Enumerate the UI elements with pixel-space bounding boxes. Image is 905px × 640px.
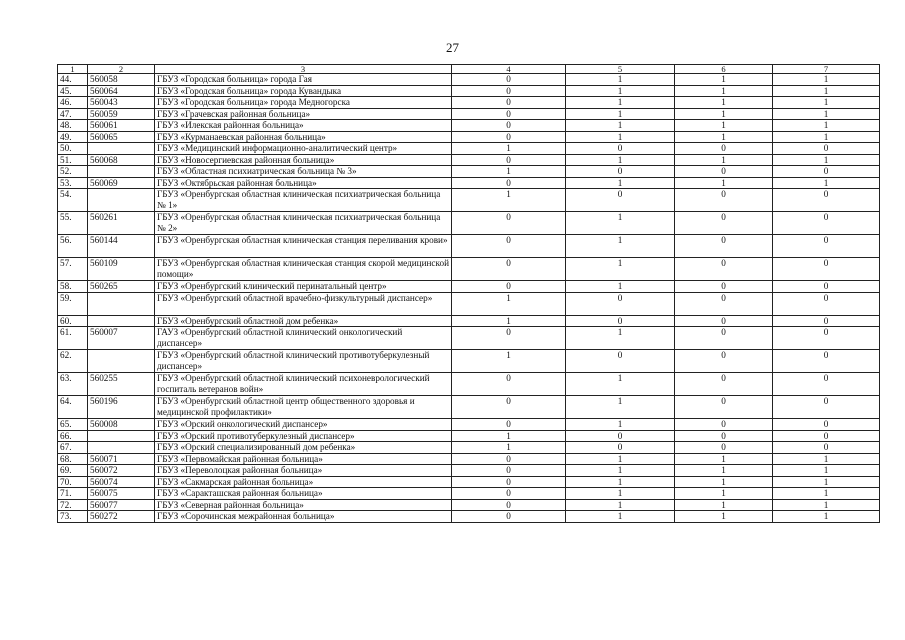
column-7-value: 0: [773, 396, 880, 419]
column-6-value: 1: [675, 120, 773, 132]
institution-code: [88, 315, 155, 327]
institution-name: ГБУЗ «Оренбургская областная клиническая психиатрическая больница № 2»: [155, 212, 452, 235]
table-row: [58, 143, 880, 155]
institution-name: ГБУЗ «Оренбургский областной центр общественного здоровья и медицинской профилактики»: [155, 396, 452, 419]
table-row: [58, 430, 880, 442]
column-6-value: 0: [675, 315, 773, 327]
column-7-value: 0: [773, 430, 880, 442]
row-number: 63.: [58, 373, 88, 396]
column-4-value: 0: [452, 131, 566, 143]
institution-name: ГБУЗ «Курманаевская районная больница»: [155, 131, 452, 143]
column-4-value: 0: [452, 235, 566, 258]
column-7-value: 0: [773, 212, 880, 235]
table-row: [58, 350, 880, 373]
row-number: 48.: [58, 120, 88, 132]
column-5-value: 1: [566, 281, 675, 293]
column-header: 2: [88, 65, 155, 74]
column-6-value: 0: [675, 212, 773, 235]
column-7-value: 0: [773, 373, 880, 396]
column-5-value: 1: [566, 85, 675, 97]
table-body: [58, 74, 880, 523]
column-4-value: 0: [452, 85, 566, 97]
column-5-value: 1: [566, 212, 675, 235]
row-number: 45.: [58, 85, 88, 97]
column-6-value: 1: [675, 154, 773, 166]
column-7-value: 1: [773, 85, 880, 97]
institution-code: 560075: [88, 488, 155, 500]
column-6-value: 0: [675, 430, 773, 442]
row-number: 59.: [58, 292, 88, 315]
table-row: [58, 131, 880, 143]
institution-name: ГБУЗ «Октябрьская районная больница»: [155, 177, 452, 189]
institution-code: 560068: [88, 154, 155, 166]
institution-code: 560109: [88, 258, 155, 281]
column-7-value: 0: [773, 350, 880, 373]
institution-code: 560272: [88, 511, 155, 523]
institution-name: ГБУЗ «Оренбургская областная клиническая станция переливания крови»: [155, 235, 452, 258]
institution-name: ГБУЗ «Оренбургский клинический перинатальный центр»: [155, 281, 452, 293]
institution-name: ГБУЗ «Сорочинская межрайонная больница»: [155, 511, 452, 523]
column-6-value: 0: [675, 258, 773, 281]
column-4-value: 0: [452, 373, 566, 396]
column-7-value: 1: [773, 131, 880, 143]
data-table: [57, 64, 880, 523]
column-7-value: 1: [773, 499, 880, 511]
column-5-value: 1: [566, 419, 675, 431]
column-7-value: 1: [773, 511, 880, 523]
table-row: [58, 235, 880, 258]
column-4-value: 0: [452, 465, 566, 477]
column-4-value: 0: [452, 476, 566, 488]
institution-code: 560077: [88, 499, 155, 511]
column-6-value: 0: [675, 166, 773, 178]
row-number: 69.: [58, 465, 88, 477]
column-7-value: 1: [773, 74, 880, 86]
row-number: 70.: [58, 476, 88, 488]
institution-code: 560196: [88, 396, 155, 419]
column-6-value: 1: [675, 131, 773, 143]
institution-code: [88, 189, 155, 212]
column-4-value: 1: [452, 189, 566, 212]
column-6-value: 0: [675, 235, 773, 258]
institution-code: 560007: [88, 327, 155, 350]
column-7-value: 1: [773, 108, 880, 120]
row-number: 53.: [58, 177, 88, 189]
institution-code: 560072: [88, 465, 155, 477]
column-4-value: 0: [452, 108, 566, 120]
institution-name: ГБУЗ «Городская больница» города Кувандыка: [155, 85, 452, 97]
institution-name: ГБУЗ «Оренбургская областная клиническая станция скорой медицинской помощи»: [155, 258, 452, 281]
institution-code: 560074: [88, 476, 155, 488]
table-row: [58, 453, 880, 465]
table-row: [58, 396, 880, 419]
column-7-value: 0: [773, 258, 880, 281]
row-number: 61.: [58, 327, 88, 350]
column-5-value: 0: [566, 350, 675, 373]
column-header: 3: [155, 65, 452, 74]
column-6-value: 0: [675, 350, 773, 373]
column-6-value: 1: [675, 476, 773, 488]
row-number: 55.: [58, 212, 88, 235]
institution-code: [88, 442, 155, 454]
column-5-value: 0: [566, 442, 675, 454]
column-5-value: 0: [566, 430, 675, 442]
column-4-value: 0: [452, 327, 566, 350]
row-number: 60.: [58, 315, 88, 327]
column-7-value: 0: [773, 419, 880, 431]
column-6-value: 0: [675, 396, 773, 419]
column-6-value: 1: [675, 499, 773, 511]
column-7-value: 1: [773, 177, 880, 189]
institution-code: 560061: [88, 120, 155, 132]
column-6-value: 1: [675, 488, 773, 500]
institution-code: 560265: [88, 281, 155, 293]
column-6-value: 1: [675, 97, 773, 109]
column-7-value: 0: [773, 189, 880, 212]
column-7-value: 0: [773, 143, 880, 155]
header-row: [58, 65, 880, 74]
column-4-value: 1: [452, 442, 566, 454]
column-6-value: 1: [675, 108, 773, 120]
institution-name: ГБУЗ «Орский противотуберкулезный диспансер»: [155, 430, 452, 442]
column-4-value: 0: [452, 97, 566, 109]
column-4-value: 1: [452, 166, 566, 178]
row-number: 58.: [58, 281, 88, 293]
column-5-value: 1: [566, 120, 675, 132]
row-number: 52.: [58, 166, 88, 178]
column-5-value: 1: [566, 488, 675, 500]
column-5-value: 0: [566, 315, 675, 327]
table-row: [58, 476, 880, 488]
table-row: [58, 327, 880, 350]
institution-name: ГБУЗ «Переволоцкая районная больница»: [155, 465, 452, 477]
institution-name: ГБУЗ «Оренбургский областной клинический психоневрологический госпиталь ветеранов войн»: [155, 373, 452, 396]
institution-name: ГБУЗ «Новосергиевская районная больница»: [155, 154, 452, 166]
institution-name: ГБУЗ «Сакмарская районная больница»: [155, 476, 452, 488]
table-row: [58, 281, 880, 293]
institution-code: 560043: [88, 97, 155, 109]
column-4-value: 1: [452, 143, 566, 155]
column-header: 1: [58, 65, 88, 74]
table-row: [58, 85, 880, 97]
institution-code: 560064: [88, 85, 155, 97]
column-5-value: 1: [566, 465, 675, 477]
column-7-value: 1: [773, 488, 880, 500]
column-4-value: 1: [452, 350, 566, 373]
column-7-value: 0: [773, 281, 880, 293]
column-5-value: 1: [566, 327, 675, 350]
row-number: 66.: [58, 430, 88, 442]
table-row: [58, 442, 880, 454]
institution-name: ГБУЗ «Орский онкологический диспансер»: [155, 419, 452, 431]
column-4-value: 0: [452, 74, 566, 86]
column-7-value: 1: [773, 120, 880, 132]
institution-name: ГБУЗ «Оренбургский областной клинический противотуберкулезный диспансер»: [155, 350, 452, 373]
column-5-value: 1: [566, 373, 675, 396]
column-4-value: 0: [452, 499, 566, 511]
institution-name: ГБУЗ «Илекская районная больница»: [155, 120, 452, 132]
column-5-value: 1: [566, 476, 675, 488]
column-7-value: 0: [773, 442, 880, 454]
column-5-value: 1: [566, 74, 675, 86]
table-row: [58, 74, 880, 86]
column-5-value: 1: [566, 177, 675, 189]
column-header: 5: [566, 65, 675, 74]
row-number: 47.: [58, 108, 88, 120]
table-row: [58, 465, 880, 477]
row-number: 57.: [58, 258, 88, 281]
column-6-value: 1: [675, 177, 773, 189]
column-6-value: 0: [675, 442, 773, 454]
table-row: [58, 315, 880, 327]
column-5-value: 0: [566, 189, 675, 212]
institution-code: [88, 292, 155, 315]
row-number: 67.: [58, 442, 88, 454]
page-number: 27: [446, 40, 459, 55]
institution-name: ГБУЗ «Северная районная больница»: [155, 499, 452, 511]
column-5-value: 1: [566, 396, 675, 419]
column-4-value: 0: [452, 511, 566, 523]
institution-code: 560261: [88, 212, 155, 235]
table-row: [58, 488, 880, 500]
column-4-value: 0: [452, 488, 566, 500]
institution-code: 560069: [88, 177, 155, 189]
column-5-value: 1: [566, 131, 675, 143]
column-5-value: 0: [566, 166, 675, 178]
column-7-value: 0: [773, 327, 880, 350]
table-row: [58, 212, 880, 235]
institution-code: 560144: [88, 235, 155, 258]
column-6-value: 1: [675, 511, 773, 523]
institution-name: ГБУЗ «Оренбургский областной врачебно-физкультурный диспансер»: [155, 292, 452, 315]
column-7-value: 0: [773, 315, 880, 327]
row-number: 46.: [58, 97, 88, 109]
institution-code: [88, 166, 155, 178]
column-6-value: 1: [675, 85, 773, 97]
institution-name: ГАУЗ «Оренбургский областной клинический онкологический диспансер»: [155, 327, 452, 350]
institution-name: ГБУЗ «Саракташская районная больница»: [155, 488, 452, 500]
column-4-value: 0: [452, 419, 566, 431]
institution-name: ГБУЗ «Медицинский информационно-аналитический центр»: [155, 143, 452, 155]
table-row: [58, 108, 880, 120]
column-6-value: 1: [675, 465, 773, 477]
institution-code: [88, 430, 155, 442]
row-number: 51.: [58, 154, 88, 166]
column-4-value: 0: [452, 177, 566, 189]
column-6-value: 0: [675, 327, 773, 350]
institution-name: ГБУЗ «Городская больница» города Гая: [155, 74, 452, 86]
column-6-value: 0: [675, 373, 773, 396]
institution-code: 560071: [88, 453, 155, 465]
institution-code: 560008: [88, 419, 155, 431]
institution-name: ГБУЗ «Оренбургский областной дом ребенка»: [155, 315, 452, 327]
column-5-value: 1: [566, 511, 675, 523]
column-6-value: 1: [675, 74, 773, 86]
row-number: 68.: [58, 453, 88, 465]
column-5-value: 1: [566, 108, 675, 120]
column-4-value: 0: [452, 453, 566, 465]
table-row: [58, 499, 880, 511]
table-row: [58, 511, 880, 523]
column-6-value: 0: [675, 189, 773, 212]
table-row: [58, 419, 880, 431]
institution-code: 560255: [88, 373, 155, 396]
row-number: 65.: [58, 419, 88, 431]
table-row: [58, 97, 880, 109]
column-header: 4: [452, 65, 566, 74]
institution-code: 560059: [88, 108, 155, 120]
institution-code: [88, 350, 155, 373]
column-6-value: 0: [675, 281, 773, 293]
table-row: [58, 177, 880, 189]
institution-name: ГБУЗ «Областная психиатрическая больница № 3»: [155, 166, 452, 178]
column-5-value: 0: [566, 143, 675, 155]
row-number: 54.: [58, 189, 88, 212]
column-4-value: 0: [452, 281, 566, 293]
institution-name: ГБУЗ «Грачевская районная больница»: [155, 108, 452, 120]
institution-code: 560058: [88, 74, 155, 86]
table-row: [58, 292, 880, 315]
column-4-value: 1: [452, 315, 566, 327]
column-header: 6: [675, 65, 773, 74]
column-6-value: 0: [675, 419, 773, 431]
row-number: 50.: [58, 143, 88, 155]
column-6-value: 1: [675, 453, 773, 465]
column-4-value: 0: [452, 212, 566, 235]
column-4-value: 0: [452, 396, 566, 419]
table-row: [58, 120, 880, 132]
column-4-value: 0: [452, 258, 566, 281]
column-7-value: 1: [773, 97, 880, 109]
column-5-value: 1: [566, 154, 675, 166]
row-number: 71.: [58, 488, 88, 500]
column-5-value: 1: [566, 235, 675, 258]
column-4-value: 0: [452, 120, 566, 132]
column-7-value: 1: [773, 476, 880, 488]
row-number: 62.: [58, 350, 88, 373]
institution-code: [88, 143, 155, 155]
row-number: 73.: [58, 511, 88, 523]
column-7-value: 0: [773, 235, 880, 258]
column-4-value: 0: [452, 154, 566, 166]
table-row: [58, 166, 880, 178]
row-number: 72.: [58, 499, 88, 511]
row-number: 56.: [58, 235, 88, 258]
table-row: [58, 154, 880, 166]
column-7-value: 1: [773, 465, 880, 477]
row-number: 49.: [58, 131, 88, 143]
column-header: 7: [773, 65, 880, 74]
column-5-value: 1: [566, 97, 675, 109]
column-4-value: 1: [452, 292, 566, 315]
column-4-value: 1: [452, 430, 566, 442]
column-5-value: 1: [566, 499, 675, 511]
column-5-value: 1: [566, 453, 675, 465]
column-5-value: 1: [566, 258, 675, 281]
column-6-value: 0: [675, 292, 773, 315]
column-7-value: 0: [773, 166, 880, 178]
row-number: 64.: [58, 396, 88, 419]
column-6-value: 0: [675, 143, 773, 155]
table-row: [58, 258, 880, 281]
column-7-value: 1: [773, 154, 880, 166]
institution-name: ГБУЗ «Орский специализированный дом ребенка»: [155, 442, 452, 454]
table-row: [58, 373, 880, 396]
institution-name: ГБУЗ «Оренбургская областная клиническая психиатрическая больница № 1»: [155, 189, 452, 212]
institution-name: ГБУЗ «Городская больница» города Медногорска: [155, 97, 452, 109]
institution-name: ГБУЗ «Первомайская районная больница»: [155, 453, 452, 465]
row-number: 44.: [58, 74, 88, 86]
table-row: [58, 189, 880, 212]
institution-code: 560065: [88, 131, 155, 143]
column-7-value: 0: [773, 292, 880, 315]
column-5-value: 0: [566, 292, 675, 315]
column-7-value: 1: [773, 453, 880, 465]
